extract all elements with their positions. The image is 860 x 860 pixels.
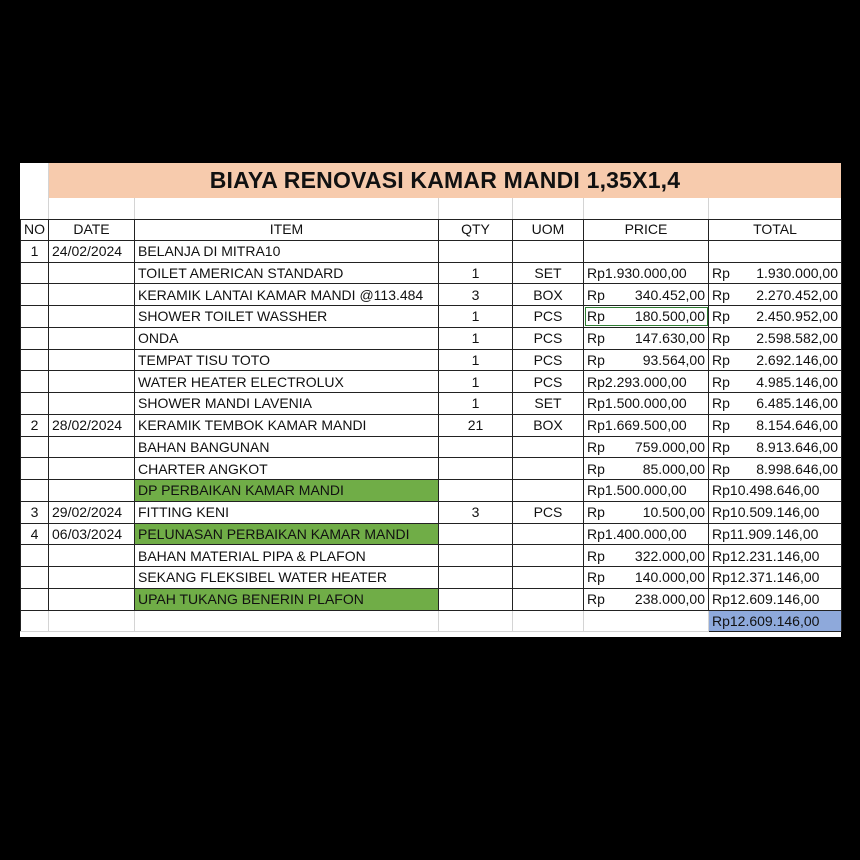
header-total[interactable]: TOTAL [709, 219, 842, 240]
row-no-cell[interactable]: 3 [21, 501, 49, 523]
row-date-cell[interactable]: 28/02/2024 [49, 414, 135, 436]
header-qty[interactable]: QTY [439, 219, 513, 240]
row-total-cell[interactable] [709, 480, 842, 502]
row-no-cell[interactable]: 1 [21, 240, 49, 262]
row-uom-cell[interactable] [513, 458, 584, 480]
row-item-cell[interactable]: TEMPAT TISU TOTO [135, 349, 439, 371]
row-item-cell[interactable]: BAHAN BANGUNAN [135, 436, 439, 458]
currency-label: Rp [712, 417, 730, 434]
row-no-cell[interactable] [21, 306, 49, 328]
spacer-cell[interactable] [583, 198, 709, 219]
row-qty-cell[interactable] [439, 480, 513, 502]
table-row [21, 349, 842, 371]
currency-label: Rp [587, 504, 605, 521]
row-qty-cell[interactable]: 1 [439, 371, 513, 393]
currency-label: Rp [587, 482, 605, 499]
row-item-cell[interactable]: DP PERBAIKAN KAMAR MANDI [135, 480, 439, 502]
row-uom-cell[interactable] [513, 567, 584, 589]
price-amount: 10.500,00 [642, 504, 705, 521]
row-total-cell[interactable] [709, 458, 842, 480]
row-price-cell[interactable] [584, 393, 709, 415]
table-row [21, 371, 842, 393]
row-item-cell[interactable]: TOILET AMERICAN STANDARD [135, 262, 439, 284]
spacer-row [20, 198, 841, 220]
total-amount: 12.371.146,00 [729, 569, 820, 586]
row-total-cell[interactable] [709, 284, 842, 306]
table-row [21, 327, 842, 349]
table-row [21, 393, 842, 415]
price-amount: 759.000,00 [634, 438, 705, 455]
row-total-cell[interactable] [709, 545, 842, 567]
row-no-cell[interactable] [21, 458, 49, 480]
row-total-cell[interactable] [709, 371, 842, 393]
price-amount: 238.000,00 [634, 591, 705, 608]
spacer-cell[interactable] [20, 198, 49, 219]
row-no-cell[interactable] [21, 349, 49, 371]
total-amount: 10.498.646,00 [729, 482, 820, 499]
row-total-cell[interactable] [709, 262, 842, 284]
table-row [21, 588, 842, 610]
row-total-cell[interactable] [709, 523, 842, 545]
row-uom-cell[interactable] [513, 480, 584, 502]
row-price-cell[interactable] [584, 523, 709, 545]
price-amount: 340.452,00 [634, 286, 705, 303]
spacer-cell[interactable] [512, 198, 584, 219]
total-amount: 2.270.452,00 [756, 286, 838, 303]
empty-cell[interactable] [49, 610, 135, 632]
row-uom-cell[interactable]: BOX [513, 284, 584, 306]
total-amount: 8.913.646,00 [756, 438, 838, 455]
currency-label: Rp [587, 286, 605, 303]
row-qty-cell[interactable]: 1 [439, 393, 513, 415]
currency-label: Rp [587, 547, 605, 564]
total-amount: 8.998.646,00 [756, 460, 838, 477]
row-date-cell[interactable] [49, 262, 135, 284]
row-uom-cell[interactable] [513, 436, 584, 458]
price-amount: 322.000,00 [634, 547, 705, 564]
currency-label: Rp [712, 264, 730, 281]
row-uom-cell[interactable]: SET [513, 393, 584, 415]
title-gutter-cell[interactable] [20, 163, 49, 198]
grand-total-row [21, 610, 842, 632]
row-qty-cell[interactable]: 1 [439, 262, 513, 284]
table-row [21, 523, 842, 545]
total-amount: 2.692.146,00 [756, 351, 838, 368]
row-no-cell[interactable]: 2 [21, 414, 49, 436]
header-row [21, 219, 842, 240]
total-amount: 11.909.146,00 [729, 525, 819, 542]
row-price-cell[interactable] [584, 436, 709, 458]
header-date[interactable]: DATE [49, 219, 135, 240]
empty-cell[interactable] [135, 610, 439, 632]
row-item-cell[interactable]: ONDA [135, 327, 439, 349]
row-total-cell[interactable] [709, 306, 842, 328]
currency-label: Rp [587, 264, 605, 281]
row-price-cell[interactable] [584, 327, 709, 349]
row-date-cell[interactable] [49, 393, 135, 415]
table-row [21, 414, 842, 436]
row-date-cell[interactable] [49, 545, 135, 567]
currency-label: Rp [712, 351, 730, 368]
row-no-cell[interactable] [21, 567, 49, 589]
total-amount: 2.598.582,00 [756, 330, 838, 347]
empty-cell[interactable] [584, 610, 709, 632]
row-no-cell[interactable] [21, 262, 49, 284]
price-amount: 180.500,00 [634, 308, 705, 325]
row-price-cell[interactable] [584, 588, 709, 610]
row-no-cell[interactable]: 4 [21, 523, 49, 545]
row-qty-cell[interactable]: 1 [439, 306, 513, 328]
total-amount: 12.231.146,00 [729, 547, 820, 564]
currency-label: Rp [712, 460, 730, 477]
row-no-cell[interactable] [21, 588, 49, 610]
row-item-cell[interactable]: BAHAN MATERIAL PIPA & PLAFON [135, 545, 439, 567]
row-qty-cell[interactable]: 21 [439, 414, 513, 436]
row-item-cell[interactable]: KERAMIK TEMBOK KAMAR MANDI [135, 414, 439, 436]
currency-label: Rp [712, 591, 730, 608]
row-total-cell[interactable] [709, 436, 842, 458]
currency-label: Rp [712, 504, 730, 521]
row-total-cell[interactable] [709, 393, 842, 415]
row-uom-cell[interactable] [513, 588, 584, 610]
row-item-cell[interactable]: CHARTER ANGKOT [135, 458, 439, 480]
empty-cell[interactable] [439, 610, 513, 632]
total-amount: 12.609.146,00 [729, 591, 820, 608]
row-item-cell[interactable]: KERAMIK LANTAI KAMAR MANDI @113.484 [135, 284, 439, 306]
row-qty-cell[interactable]: 1 [439, 327, 513, 349]
row-total-cell[interactable] [709, 327, 842, 349]
row-total-cell[interactable] [709, 501, 842, 523]
row-no-cell[interactable] [21, 393, 49, 415]
row-uom-cell[interactable]: PCS [513, 349, 584, 371]
row-uom-cell[interactable]: PCS [513, 327, 584, 349]
row-date-cell[interactable]: 24/02/2024 [49, 240, 135, 262]
currency-label: Rp [587, 351, 605, 368]
grand-total-cell[interactable]: Rp12.609.146,00 [709, 610, 842, 632]
row-total-cell[interactable] [709, 414, 842, 436]
table-row [21, 436, 842, 458]
row-price-cell[interactable] [584, 262, 709, 284]
row-qty-cell[interactable] [439, 523, 513, 545]
row-item-cell[interactable]: PELUNASAN PERBAIKAN KAMAR MANDI [135, 523, 439, 545]
row-no-cell[interactable] [21, 480, 49, 502]
row-date-cell[interactable] [49, 349, 135, 371]
row-price-cell[interactable] [584, 501, 709, 523]
currency-label: Rp [712, 395, 730, 412]
title-row [20, 163, 841, 198]
table-row [21, 501, 842, 523]
row-date-cell[interactable] [49, 480, 135, 502]
currency-label: Rp [712, 482, 730, 499]
row-qty-cell[interactable]: 3 [439, 284, 513, 306]
total-amount: 10.509.146,00 [729, 504, 820, 521]
row-uom-cell[interactable]: BOX [513, 414, 584, 436]
price-amount: 1.500.000,00 [604, 482, 687, 499]
header-uom[interactable]: UOM [513, 219, 584, 240]
currency-label: Rp [712, 308, 730, 325]
row-date-cell[interactable] [49, 371, 135, 393]
row-price-cell[interactable] [584, 371, 709, 393]
table-row [21, 240, 842, 262]
row-uom-cell[interactable]: PCS [513, 371, 584, 393]
row-uom-cell[interactable] [513, 523, 584, 545]
row-price-cell[interactable] [584, 414, 709, 436]
row-item-cell[interactable]: UPAH TUKANG BENERIN PLAFON [135, 588, 439, 610]
row-price-cell[interactable] [584, 545, 709, 567]
empty-cell[interactable] [21, 610, 49, 632]
row-qty-cell[interactable] [439, 567, 513, 589]
cost-table [20, 219, 842, 632]
row-no-cell[interactable] [21, 371, 49, 393]
price-amount: 1.400.000,00 [604, 525, 687, 542]
price-amount: 93.564,00 [642, 351, 705, 368]
spacer-cell[interactable] [134, 198, 439, 219]
row-date-cell[interactable] [49, 284, 135, 306]
header-item[interactable]: ITEM [135, 219, 439, 240]
total-amount: 6.485.146,00 [756, 395, 838, 412]
sheet-title[interactable]: BIAYA RENOVASI KAMAR MANDI 1,35X1,4 [49, 163, 841, 198]
row-date-cell[interactable] [49, 327, 135, 349]
table-row [21, 262, 842, 284]
row-price-cell[interactable] [584, 567, 709, 589]
total-amount: 2.450.952,00 [756, 308, 838, 325]
price-amount: 140.000,00 [634, 569, 705, 586]
row-total-cell[interactable] [709, 240, 842, 262]
empty-cell[interactable] [513, 610, 584, 632]
row-qty-cell[interactable] [439, 240, 513, 262]
currency-label: Rp [587, 308, 605, 325]
currency-label: Rp [587, 569, 605, 586]
row-uom-cell[interactable]: PCS [513, 501, 584, 523]
row-no-cell[interactable] [21, 284, 49, 306]
row-qty-cell[interactable]: 1 [439, 349, 513, 371]
row-uom-cell[interactable]: SET [513, 262, 584, 284]
currency-label: Rp [587, 438, 605, 455]
header-price[interactable]: PRICE [584, 219, 709, 240]
price-amount: 1.930.000,00 [604, 264, 687, 281]
row-date-cell[interactable] [49, 567, 135, 589]
row-qty-cell[interactable] [439, 588, 513, 610]
currency-label: Rp [712, 286, 730, 303]
row-date-cell[interactable]: 29/02/2024 [49, 501, 135, 523]
currency-label: Rp [712, 330, 730, 347]
currency-label: Rp [587, 460, 605, 477]
currency-label: Rp [587, 525, 605, 542]
total-amount: 4.985.146,00 [756, 373, 838, 390]
row-date-cell[interactable]: 06/03/2024 [49, 523, 135, 545]
row-price-cell[interactable] [584, 480, 709, 502]
currency-label: Rp [587, 373, 605, 390]
row-price-cell[interactable] [584, 284, 709, 306]
currency-label: Rp [712, 569, 730, 586]
row-total-cell[interactable] [709, 588, 842, 610]
row-no-cell[interactable] [21, 545, 49, 567]
row-qty-cell[interactable] [439, 545, 513, 567]
row-date-cell[interactable] [49, 458, 135, 480]
currency-label: Rp [587, 591, 605, 608]
table-row [21, 480, 842, 502]
row-uom-cell[interactable]: PCS [513, 306, 584, 328]
row-item-cell[interactable]: FITTING KENI [135, 501, 439, 523]
header-no[interactable]: NO [21, 219, 49, 240]
row-date-cell[interactable] [49, 306, 135, 328]
row-item-cell[interactable]: BELANJA DI MITRA10 [135, 240, 439, 262]
row-item-cell[interactable]: SHOWER TOILET WASSHER [135, 306, 439, 328]
row-price-cell[interactable] [584, 349, 709, 371]
table-row [21, 567, 842, 589]
spacer-cell[interactable] [48, 198, 135, 219]
row-price-cell[interactable] [584, 240, 709, 262]
table-row [21, 284, 842, 306]
price-amount: 1.500.000,00 [604, 395, 687, 412]
row-total-cell[interactable] [709, 349, 842, 371]
row-item-cell[interactable]: SEKANG FLEKSIBEL WATER HEATER [135, 567, 439, 589]
currency-label: Rp [712, 547, 730, 564]
row-item-cell[interactable]: SHOWER MANDI LAVENIA [135, 393, 439, 415]
row-date-cell[interactable] [49, 436, 135, 458]
currency-label: Rp [587, 330, 605, 347]
table-row [21, 545, 842, 567]
row-total-cell[interactable] [709, 567, 842, 589]
price-amount: 147.630,00 [634, 330, 705, 347]
row-uom-cell[interactable] [513, 545, 584, 567]
currency-label: Rp [712, 373, 730, 390]
price-amount: 1.669.500,00 [604, 417, 687, 434]
spreadsheet [20, 163, 841, 637]
price-amount: 2.293.000,00 [604, 373, 687, 390]
row-price-cell[interactable] [584, 306, 709, 328]
currency-label: Rp [587, 395, 605, 412]
row-qty-cell[interactable] [439, 458, 513, 480]
currency-label: Rp [712, 438, 730, 455]
total-amount: 8.154.646,00 [756, 417, 838, 434]
row-no-cell[interactable] [21, 327, 49, 349]
spacer-cell[interactable] [438, 198, 513, 219]
table-row [21, 458, 842, 480]
price-amount: 85.000,00 [642, 460, 705, 477]
row-date-cell[interactable] [49, 588, 135, 610]
row-qty-cell[interactable] [439, 436, 513, 458]
row-qty-cell[interactable]: 3 [439, 501, 513, 523]
currency-label: Rp [712, 525, 730, 542]
total-amount: 1.930.000,00 [756, 264, 838, 281]
table-row [21, 306, 842, 328]
row-price-cell[interactable] [584, 458, 709, 480]
currency-label: Rp [587, 417, 605, 434]
row-no-cell[interactable] [21, 436, 49, 458]
row-uom-cell[interactable] [513, 240, 584, 262]
row-item-cell[interactable]: WATER HEATER ELECTROLUX [135, 371, 439, 393]
